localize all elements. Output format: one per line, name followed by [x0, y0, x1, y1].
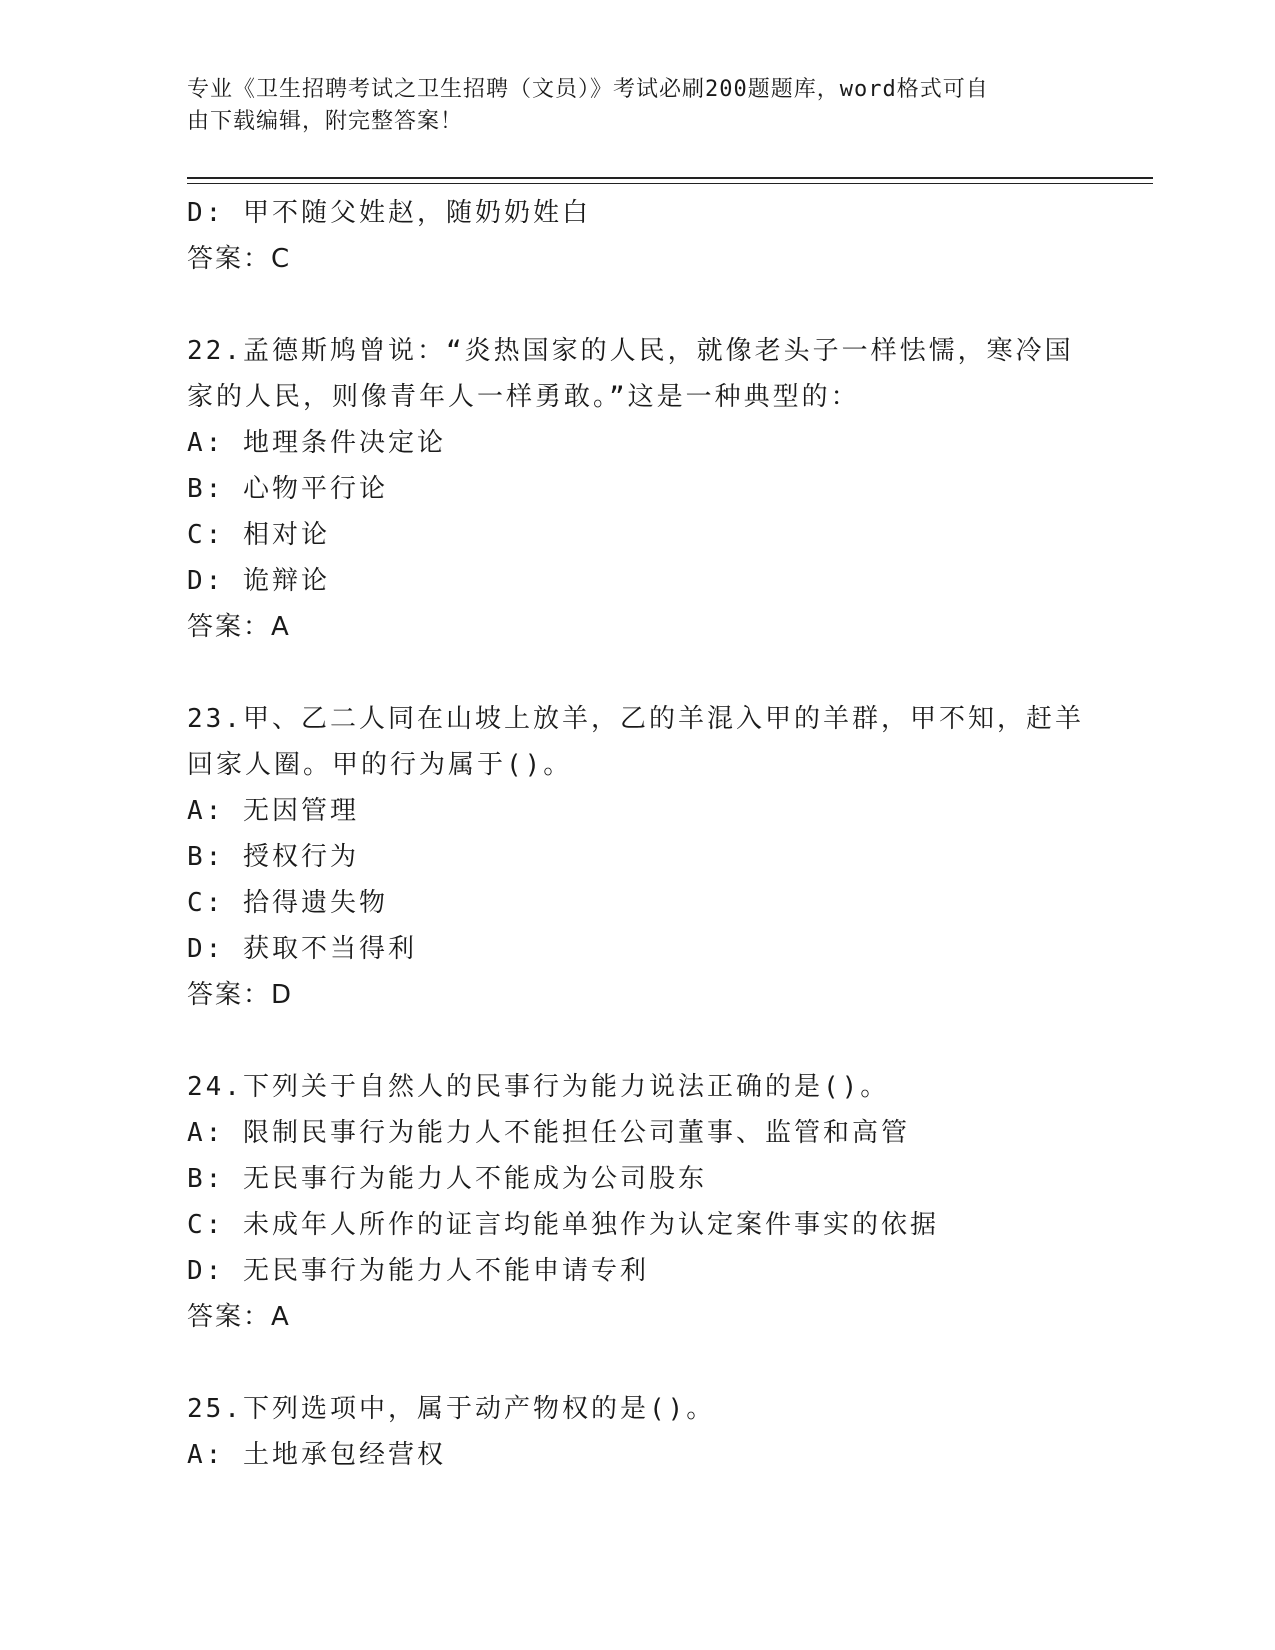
option-d: D: 获取不当得利 [187, 934, 417, 964]
question-stem: 24.下列关于自然人的民事行为能力说法正确的是()。 [187, 1072, 890, 1102]
option-d: D: 诡辩论 [187, 566, 330, 596]
question-list [187, 190, 1087, 1478]
option-b: B: 授权行为 [187, 842, 359, 872]
header-divider-thick [187, 177, 1153, 179]
question-24 [187, 1064, 1087, 1340]
header-divider-thin [187, 183, 1153, 184]
header-line-1: 专业《卫生招聘考试之卫生招聘（文员）》考试必刷200题题库，word格式可自 [187, 77, 989, 102]
document-header [187, 74, 1067, 138]
option-c: C: 相对论 [187, 520, 330, 550]
answer-line: 答案：C [187, 244, 292, 274]
question-stem-continued: 家的人民，则像青年人一样勇敢。”这是一种典型的： [187, 382, 860, 412]
answer-line: 答案：D [187, 980, 294, 1010]
answer-line: 答案：A [187, 1302, 291, 1332]
option-b: B: 心物平行论 [187, 474, 388, 504]
header-line-2: 由下载编辑，附完整答案！ [187, 109, 464, 134]
spacer [187, 282, 1087, 328]
spacer [187, 650, 1087, 696]
option-c: C: 拾得遗失物 [187, 888, 388, 918]
question-25 [187, 1386, 1087, 1478]
question-22 [187, 328, 1087, 650]
option-a: A: 无因管理 [187, 796, 359, 826]
question-stem: 22.孟德斯鸠曾说：“炎热国家的人民，就像老头子一样怯懦，寒冷国 [187, 336, 1074, 366]
answer-line: 答案：A [187, 612, 291, 642]
option-a: A: 地理条件决定论 [187, 428, 446, 458]
spacer [187, 1340, 1087, 1386]
question-stem: 23.甲、乙二人同在山坡上放羊，乙的羊混入甲的羊群，甲不知，赶羊 [187, 704, 1084, 734]
option-d: D: 无民事行为能力人不能申请专利 [187, 1256, 649, 1286]
option-b: B: 无民事行为能力人不能成为公司股东 [187, 1164, 707, 1194]
question-23 [187, 696, 1087, 1018]
option-c: C: 未成年人所作的证言均能单独作为认定案件事实的依据 [187, 1210, 939, 1240]
option-d: D: 甲不随父姓赵，随奶奶姓白 [187, 198, 591, 228]
option-a: A: 土地承包经营权 [187, 1440, 446, 1470]
question-stem: 25.下列选项中，属于动产物权的是()。 [187, 1394, 716, 1424]
question-stem-continued: 回家人圈。甲的行为属于()。 [187, 750, 573, 780]
option-a: A: 限制民事行为能力人不能担任公司董事、监管和高管 [187, 1118, 910, 1148]
spacer [187, 1018, 1087, 1064]
